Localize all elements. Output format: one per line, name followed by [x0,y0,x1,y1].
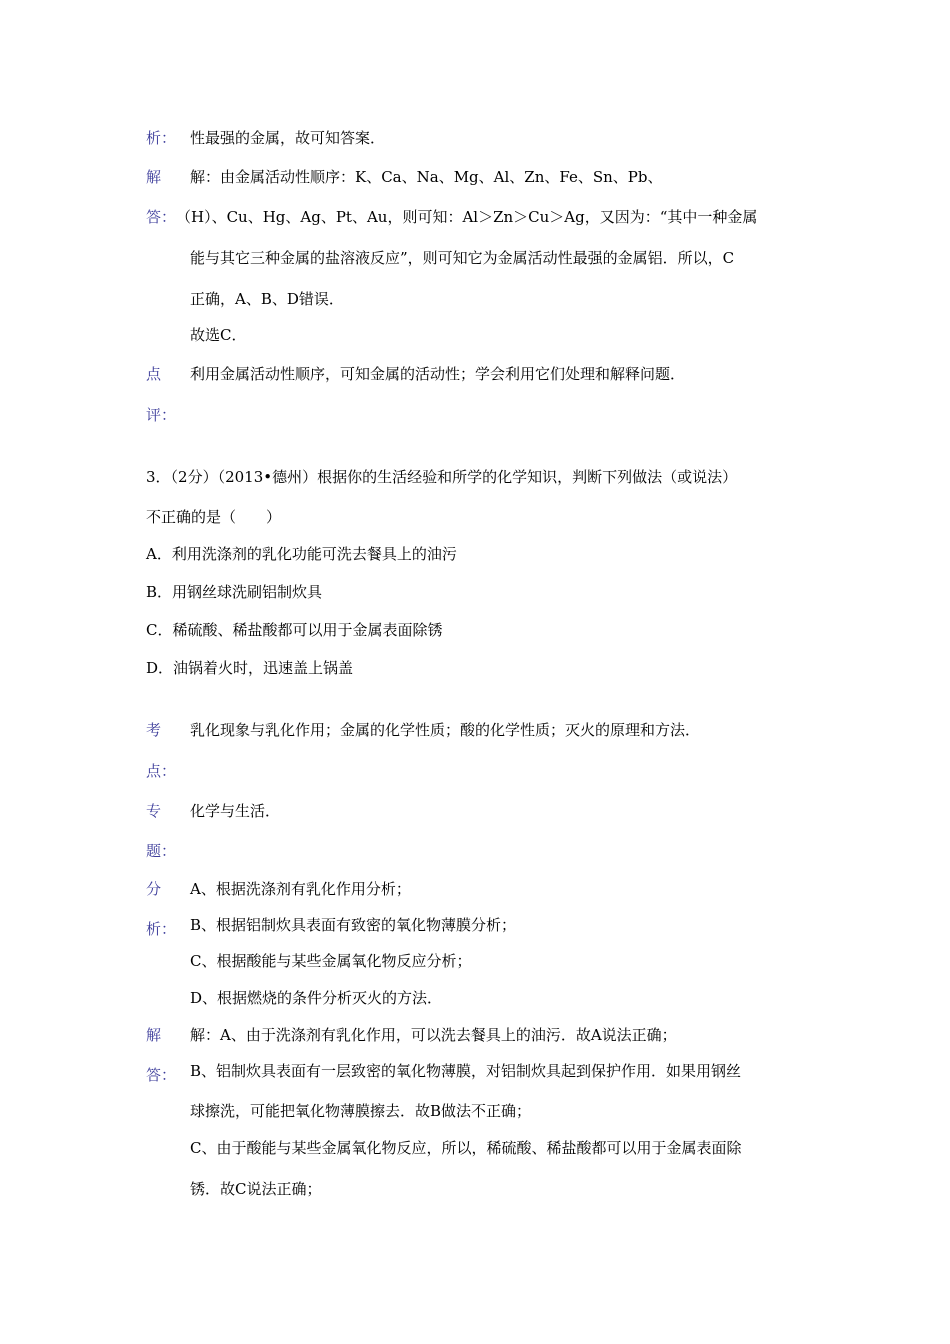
option-a: A．利用洗涤剂的乳化功能可洗去餐具上的油污 [146,545,457,563]
question-3-stem: 3．（2分）（2013•德州）根据你的生活经验和所学的化学知识，判断下列做法（或说法） [146,468,738,486]
label-comment-2: 评： [146,406,177,424]
label-answer-2: 答： [146,208,177,226]
label-zhuanti-1: 专 [146,802,162,820]
kaodian-text: 乳化现象与乳化作用；金属的化学性质；酸的化学性质；灭火的原理和方法． [190,721,701,739]
label-kaodian-2: 点： [146,762,177,780]
jieda-line: B、铝制炊具表面有一层致密的氧化物薄膜，对铝制炊具起到保护作用．如果用钢丝 [190,1062,742,1080]
label-fenxi-2: 析： [146,920,177,938]
option-c: C．稀硫酸、稀盐酸都可以用于金属表面除锈 [146,621,443,639]
jieda-line: 球擦洗，可能把氧化物薄膜擦去．故B做法不正确； [190,1102,532,1120]
answer-line: （H）、Cu、Hg、Ag、Pt、Au，则可知：Al＞Zn＞Cu＞Ag，又因为：“其中一种金属 [176,208,758,226]
fenxi-line: D、根据燃烧的条件分析灭火的方法． [190,989,443,1007]
jieda-line: 锈．故C说法正确； [190,1180,322,1198]
fenxi-line: C、根据酸能与某些金属氧化物反应分析； [190,952,472,970]
analysis-tail-text: 性最强的金属，故可知答案． [190,129,386,147]
option-d: D．油锅着火时，迅速盖上锅盖 [146,659,354,677]
label-comment-1: 点 [146,365,162,383]
answer-line: 故选C． [190,326,247,344]
comment-text: 利用金属活动性顺序，可知金属的活动性；学会利用它们处理和解释问题． [190,365,686,383]
jieda-line: 解：A、由于洗涤剂有乳化作用，可以洗去餐具上的油污．故A说法正确； [190,1026,677,1044]
jieda-line: C、由于酸能与某些金属氧化物反应，所以，稀硫酸、稀盐酸都可以用于金属表面除 [190,1139,742,1157]
label-zhuanti-2: 题： [146,842,177,860]
question-3-stem-cont: 不正确的是（ ） [146,508,282,526]
label-fenxi-1: 分 [146,880,162,898]
answer-line: 正确，A、B、D错误． [190,290,344,308]
option-b: B．用钢丝球洗刷铝制炊具 [146,583,323,601]
answer-line: 解：由金属活动性顺序：K、Ca、Na、Mg、Al、Zn、Fe、Sn、Pb、 [190,168,663,186]
fenxi-line: A、根据洗涤剂有乳化作用分析； [190,880,411,898]
label-jieda-1: 解 [146,1026,162,1044]
label-answer-1: 解 [146,168,162,186]
label-kaodian-1: 考 [146,721,162,739]
fenxi-line: B、根据铝制炊具表面有致密的氧化物薄膜分析； [190,916,517,934]
answer-line: 能与其它三种金属的盐溶液反应”，则可知它为金属活动性最强的金属铝．所以，C [190,249,735,267]
label-analysis-tail: 析： [146,129,177,147]
label-jieda-2: 答： [146,1066,177,1084]
zhuanti-text: 化学与生活． [190,802,281,820]
